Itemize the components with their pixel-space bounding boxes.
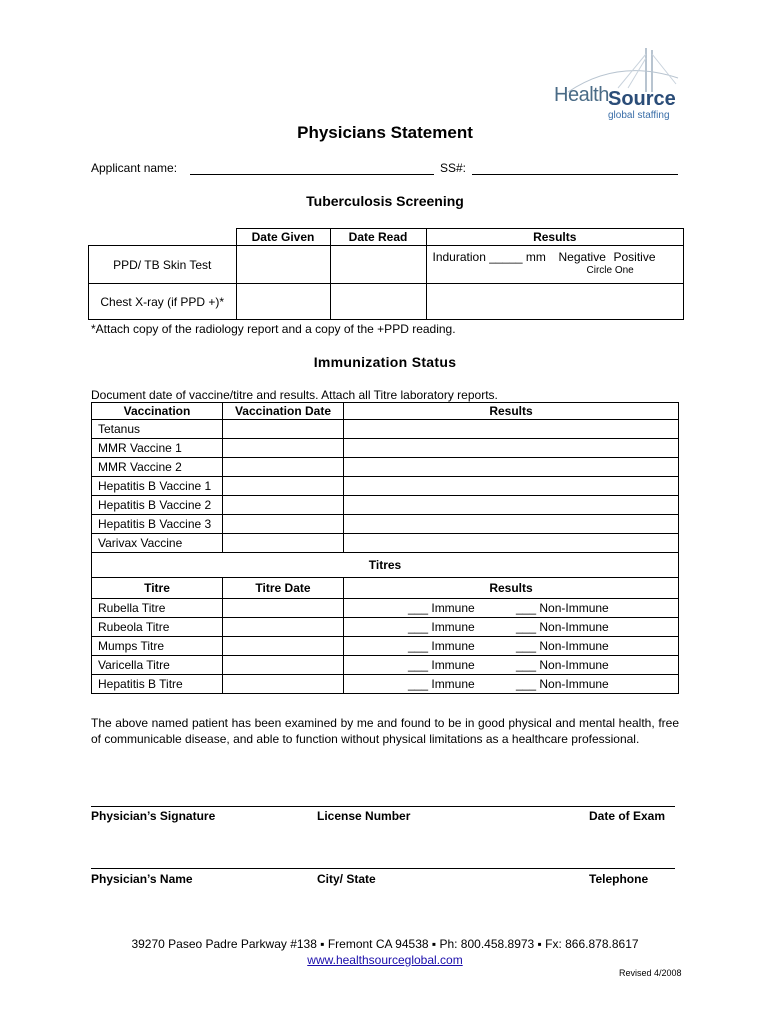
titre-name: Rubeola Titre — [92, 618, 223, 637]
vaccine-name: Hepatitis B Vaccine 2 — [92, 496, 223, 515]
radiology-note: *Attach copy of the radiology report and a copy of the +PPD reading. — [91, 322, 456, 336]
xray-date-read[interactable] — [330, 284, 426, 320]
footer-address: 39270 Paseo Padre Parkway #138 ▪ Fremont CA 94538 ▪ Ph: 800.458.8973 ▪ Fx: 866.878.8617 — [131, 937, 639, 951]
immune-option[interactable]: ___ Immune — [408, 677, 475, 691]
non-immune-option[interactable]: ___ Non-Immune — [516, 601, 609, 615]
titre-col-results: Results — [344, 578, 679, 599]
titre-date[interactable] — [223, 675, 344, 694]
vaccine-name: Tetanus — [92, 420, 223, 439]
table-row — [92, 599, 679, 618]
vaccine-result[interactable] — [344, 420, 679, 439]
vaccine-result[interactable] — [344, 477, 679, 496]
circle-one-note: Circle One — [586, 265, 634, 276]
table-row — [92, 618, 679, 637]
titre-date[interactable] — [223, 637, 344, 656]
vaccine-result[interactable] — [344, 496, 679, 515]
titre-result — [344, 656, 679, 675]
titre-col-date: Titre Date — [223, 578, 344, 599]
signature-label: Physician’s Signature — [91, 809, 216, 823]
vacc-col-results: Results — [344, 403, 679, 420]
non-immune-option[interactable]: ___ Non-Immune — [516, 620, 609, 634]
vaccine-name: Varivax Vaccine — [92, 534, 223, 553]
titre-result — [344, 599, 679, 618]
table-row — [92, 496, 679, 515]
vacc-col-vaccination: Vaccination — [92, 403, 223, 420]
titres-heading: Titres — [92, 553, 679, 578]
vaccine-date[interactable] — [223, 439, 344, 458]
tb-heading: Tuberculosis Screening — [306, 193, 464, 209]
physician-name-label: Physician’s Name — [91, 872, 193, 886]
table-row — [92, 458, 679, 477]
ppd-date-read[interactable] — [330, 246, 426, 284]
vaccine-result[interactable] — [344, 439, 679, 458]
vaccine-name: MMR Vaccine 1 — [92, 439, 223, 458]
vaccine-date[interactable] — [223, 515, 344, 534]
vaccine-date[interactable] — [223, 496, 344, 515]
page-title: Physicians Statement — [297, 123, 473, 142]
tb-col-date-read: Date Read — [330, 229, 426, 246]
ss-field[interactable] — [472, 174, 678, 175]
logo-tagline: global staffing — [608, 110, 670, 121]
table-row — [92, 534, 679, 553]
immunization-instructions: Document date of vaccine/titre and results. Attach all Titre laboratory reports. — [91, 388, 498, 402]
table-row — [92, 439, 679, 458]
applicant-name-field[interactable] — [190, 174, 434, 175]
website-link[interactable]: www.healthsourceglobal.com — [307, 953, 463, 967]
vaccine-name: Hepatitis B Vaccine 3 — [92, 515, 223, 534]
revised-date: Revised 4/2008 — [619, 968, 682, 978]
non-immune-option[interactable]: ___ Non-Immune — [516, 677, 609, 691]
table-row — [92, 420, 679, 439]
ppd-results[interactable] — [426, 246, 684, 284]
xray-label: Chest X-ray (if PPD +)* — [89, 284, 237, 320]
table-row — [92, 477, 679, 496]
titre-col-titre: Titre — [92, 578, 223, 599]
vaccine-date[interactable] — [223, 458, 344, 477]
vaccine-result[interactable] — [344, 534, 679, 553]
vaccine-date[interactable] — [223, 477, 344, 496]
titre-name: Rubella Titre — [92, 599, 223, 618]
xray-results[interactable] — [426, 284, 684, 320]
exam-date-label: Date of Exam — [589, 809, 666, 823]
titre-date[interactable] — [223, 656, 344, 675]
tb-col-date-given: Date Given — [236, 229, 330, 246]
titre-date[interactable] — [223, 618, 344, 637]
license-label: License Number — [317, 809, 411, 823]
tb-corner — [89, 229, 237, 246]
tb-table — [88, 228, 684, 320]
ppd-date-given[interactable] — [236, 246, 330, 284]
immune-option[interactable]: ___ Immune — [408, 658, 475, 672]
table-row — [92, 675, 679, 694]
table-row — [92, 656, 679, 675]
negative-option[interactable]: Negative — [558, 250, 606, 264]
immunization-heading: Immunization Status — [313, 354, 457, 370]
healthsource-logo — [548, 48, 688, 126]
titre-result — [344, 675, 679, 694]
city-state-label: City/ State — [317, 872, 376, 886]
vaccine-date[interactable] — [223, 534, 344, 553]
examination-statement: The above named patient has been examined by me and found to be in good physical and mental health, free of communicable disease, and able to function without physical limitations as a healthcare professional. — [91, 716, 679, 746]
signature-line[interactable] — [91, 806, 675, 807]
titre-name: Hepatitis B Titre — [92, 675, 223, 694]
tb-col-results: Results — [426, 229, 684, 246]
name-line[interactable] — [91, 868, 675, 869]
immune-option[interactable]: ___ Immune — [408, 601, 475, 615]
positive-option[interactable]: Positive — [613, 250, 656, 264]
immune-option[interactable]: ___ Immune — [408, 639, 475, 653]
ppd-label: PPD/ TB Skin Test — [89, 246, 237, 284]
vaccination-table — [91, 402, 679, 694]
titre-date[interactable] — [223, 599, 344, 618]
logo-health: Health — [554, 84, 609, 106]
vaccine-date[interactable] — [223, 420, 344, 439]
vaccine-result[interactable] — [344, 458, 679, 477]
immune-option[interactable]: ___ Immune — [408, 620, 475, 634]
vaccine-result[interactable] — [344, 515, 679, 534]
vaccine-name: Hepatitis B Vaccine 1 — [92, 477, 223, 496]
non-immune-option[interactable]: ___ Non-Immune — [516, 658, 609, 672]
titre-name: Mumps Titre — [92, 637, 223, 656]
xray-date-given[interactable] — [236, 284, 330, 320]
applicant-name-label: Applicant name: — [91, 161, 178, 175]
ss-label: SS#: — [440, 161, 467, 175]
logo-source: Source — [608, 88, 676, 110]
titre-name: Varicella Titre — [92, 656, 223, 675]
titre-result — [344, 637, 679, 656]
table-row — [92, 637, 679, 656]
non-immune-option[interactable]: ___ Non-Immune — [516, 639, 609, 653]
induration-label: Induration _____ mm — [432, 250, 546, 264]
table-row — [92, 515, 679, 534]
vacc-col-date: Vaccination Date — [223, 403, 344, 420]
telephone-label: Telephone — [589, 872, 649, 886]
vaccine-name: MMR Vaccine 2 — [92, 458, 223, 477]
titre-result — [344, 618, 679, 637]
